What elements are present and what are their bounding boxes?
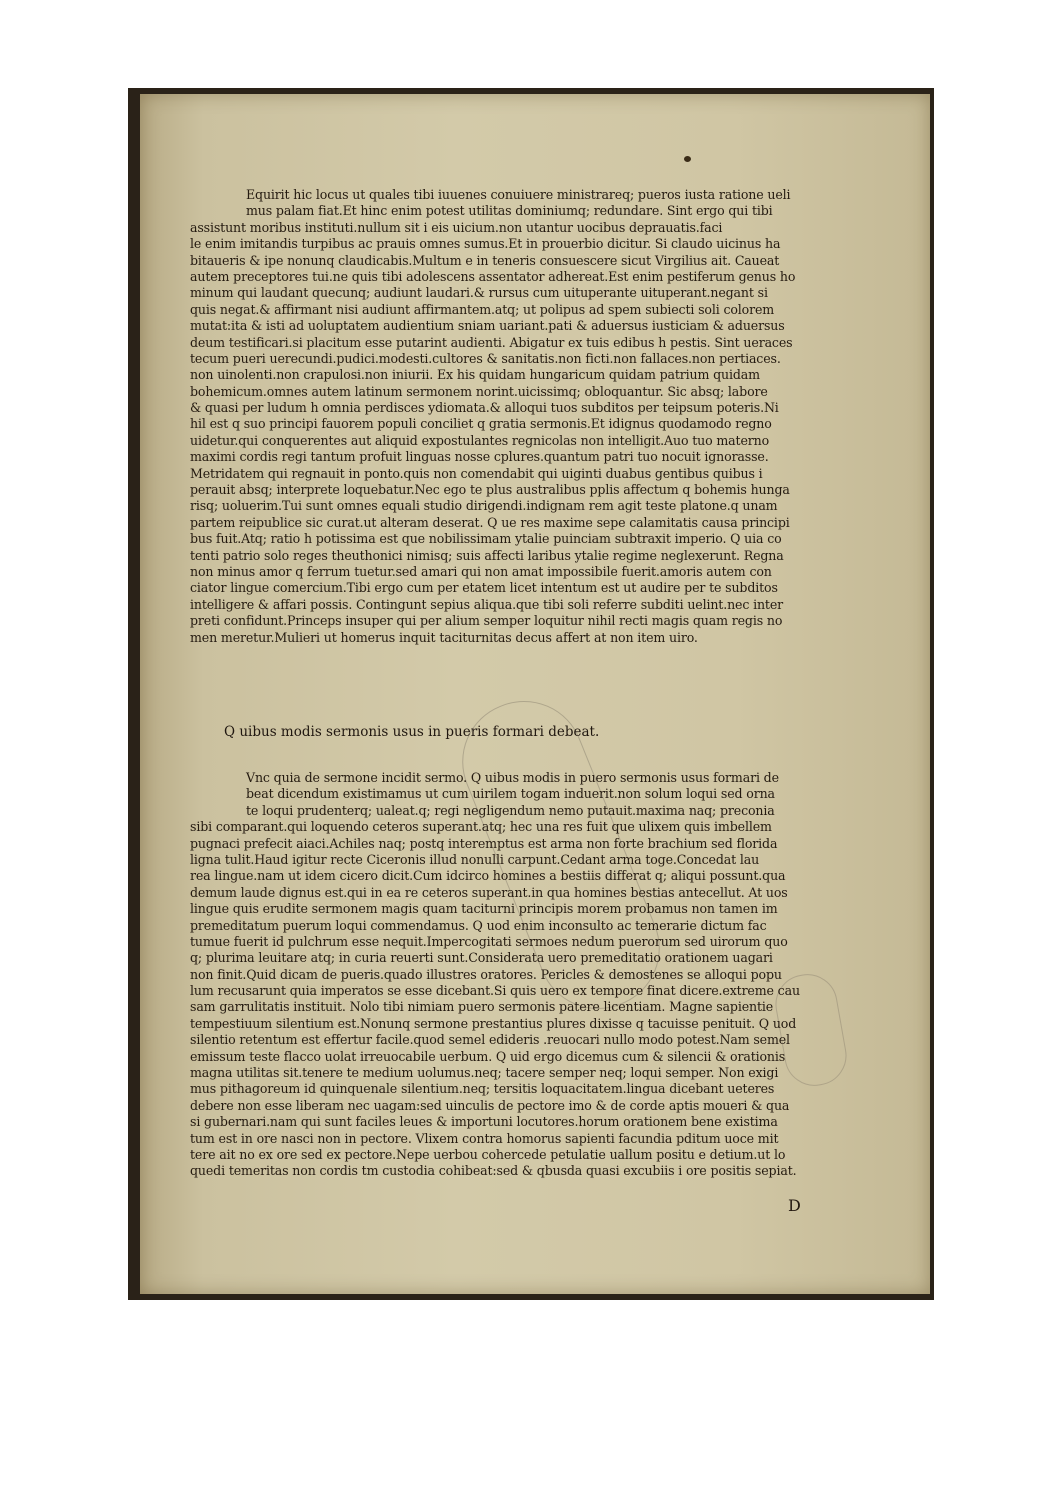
text-line: emissum teste flacco uolat irreuocabile uerbum. Q uid ergo dicemus cum & silencii & orationis — [190, 1048, 786, 1064]
text-line: preti confidunt.Princeps insuper qui per alium semper loquitur nihil recti magis quam regis no — [190, 613, 783, 629]
text-line: deum testificari.si placitum esse putarint audienti. Abigatur ex tuis edibus h pestis. Sint ueraces — [190, 334, 793, 350]
text-line: Metridatem qui regnauit in ponto.quis non comendabit qui uiginti duabus gentibus quibus i — [190, 465, 763, 481]
text-line: minum qui laudant quecunq; audiunt laudari.& rursus cum uituperante uituperant.negant si — [190, 285, 768, 301]
text-line: ligna tulit.Haud igitur recte Ciceronis illud nonulli carpunt.Cedant arma toge.Concedat lau — [190, 851, 760, 867]
text-line: uidetur.qui conquerentes aut aliquid expostulantes regnicolas non intelligit.Auo tuo materno — [190, 432, 770, 448]
text-line: non uinolenti.non crapulosi.non iniurii. Ex his quidam hungaricum quidam patrium quidam — [190, 367, 760, 383]
text-line: bohemicum.omnes autem latinum sermonem norint.uicissimq; obloquantur. Sic absq; labore — [190, 383, 768, 399]
text-line: magna utilitas sit.tenere te medium uolumus.neq; tacere semper neq; loqui semper. Non exigi — [190, 1065, 779, 1081]
text-line: debere non esse liberam nec uagam:sed uinculis de pectore imo & de corde aptis moueri & qua — [190, 1097, 790, 1113]
text-line: tenti patrio solo reges theuthonici nimisq; suis affecti laribus ytalie regime neglexerunt. Regna — [190, 547, 784, 563]
text-line: quedi temeritas non cordis tm custodia cohibeat:sed & qbusda quasi excubiis i ore positis sepiat. — [190, 1163, 797, 1179]
text-line: rea lingue.nam ut idem cicero dicit.Cum idcirco homines a bestiis differat q; aliqui possunt.qua — [190, 868, 786, 884]
text-line: non minus amor q ferrum tuetur.sed amari qui non amat impossibile fuerit.amoris autem con — [190, 563, 772, 579]
text-line: tumue fuerit id pulchrum esse nequit.Impercogitati sermoes nedum puerorum sed uirorum quo — [190, 933, 788, 949]
text-line: intelligere & affari possis. Contingunt sepius aliqua.que tibi soli referre subditi uelint.nec inter — [190, 596, 784, 612]
text-line: risq; uoluerim.Tui sunt omnes equali studio dirigendi.indignam rem agit teste platone.q unam — [190, 498, 778, 514]
text-block-1 — [190, 187, 850, 646]
text-line: Equirit hic locus ut quales tibi iuuenes conuiuere ministrareq; pueros iusta ratione ueli — [246, 187, 791, 202]
text-line: tecum pueri uerecundi.pudici.modesti.cultores & sanitatis.non ficti.non fallaces.non pertiaces. — [190, 350, 781, 366]
text-line: bus fuit.Atq; ratio h potissima est que nobilissimam ytalie puinciam subtraxit imperio. Q uia co — [190, 531, 782, 547]
text-line: quis negat.& affirmant nisi audiunt affirmantem.atq; ut polipus ad spem subiecti soli colorem — [190, 301, 775, 317]
text-line: si gubernari.nam qui sunt faciles leues & importuni locutores.horum orationem bene existima — [190, 1114, 778, 1130]
text-line: te loqui prudenterq; ualeat.q; regi negligendum nemo putauit.maxima naq; preconia — [246, 802, 775, 818]
text-line: perauit absq; interprete loquebatur.Nec ego te plus australibus pplis affectum q bohemis hunga — [190, 482, 790, 498]
text-line: mus palam fiat.Et hinc enim potest utilitas dominiumq; redundare. Sint ergo qui tibi — [246, 203, 773, 219]
text-line: premeditatum puerum loqui commendamus. Q uod enim inconsulto ac temerarie dictum fac — [190, 917, 767, 933]
text-line: & quasi per ludum h omnia perdisces ydiomata.& alloqui tuos subditos per teipsum poteris.Ni — [190, 400, 779, 416]
text-line: sam garrulitatis instituit. Nolo tibi nimiam puero sermonis patere licentiam. Magne sapientie — [190, 999, 774, 1015]
text-line: partem reipublice sic curat.ut alteram deserat. Q ue res maxime sepe calamitatis causa principi — [190, 514, 790, 530]
text-line: maximi cordis regi tantum profuit linguas nosse cplures.quantum patri tuo nocuit ignorasse. — [190, 449, 769, 465]
text-line: ciator lingue comercium.Tibi ergo cum per etatem licet intentum est ut audire per te subditos — [190, 580, 778, 596]
text-line: Vnc quia de sermone incidit sermo. Q uibus modis in puero sermonis usus formari de — [246, 770, 779, 785]
text-line: assistunt moribus instituti.nullum sit i eis uicium.non utantur uocibus deprauatis.faci — [190, 219, 723, 235]
text-line: autem preceptores tui.ne quis tibi adolescens assentator adhereat.Est enim pestiferum genus ho — [190, 268, 796, 284]
text-line: tum est in ore nasci non in pectore. Vlixem contra homorus sapienti facundia pditum uoce mit — [190, 1130, 779, 1146]
text-line: tempestiuum silentium est.Nonunq sermone prestantius plures dixisse q tacuisse penituit. Q uod — [190, 1015, 797, 1031]
text-block-2 — [190, 770, 860, 1180]
text-line: tere ait no ex ore sed ex pectore.Nepe uerbou cohercede petulatie uallum positu e detium.ut lo — [190, 1146, 786, 1162]
text-line: lingue quis erudite sermonem magis quam taciturni principis morem probamus non tamen im — [190, 901, 778, 917]
text-line: mus pithagoreum id quinquenale silentium.neq; tersitis loquacitatem.lingua dicebant ueteres — [190, 1081, 775, 1097]
text-line: beat dicendum existimamus ut cum uirilem togam induerit.non solum loqui sed orna — [246, 786, 775, 802]
text-line: lum recusarunt quia imperatos se esse dicebant.Si quis uero ex tempore finat dicere.extreme cau — [190, 983, 800, 999]
text-line: men meretur.Mulieri ut homerus inquit taciturnitas decus affert at non item uiro. — [190, 629, 698, 645]
text-line: silentio retentum est effertur facile.quod semel edideris .reuocari nullo modo potest.Nam semel — [190, 1032, 790, 1048]
ink-spot — [684, 156, 691, 162]
text-line: q; plurima leuitare atq; in curia reuerti sunt.Considerata uero premeditatio orationem uagari — [190, 950, 773, 966]
scanned-page-frame — [128, 88, 934, 1300]
text-line: bitaueris & ipe nonunq claudicabis.Multum e in teneris consuescere sicut Virgilius ait. Caueat — [190, 252, 780, 268]
text-line: non finit.Quid dicam de pueris.quado illustres oratores. Pericles & demostenes se alloqui popu — [190, 966, 782, 982]
text-line: hil est q suo principi fauorem populi conciliet q gratia sermonis.Et idignus quodamodo regno — [190, 416, 772, 432]
section-heading: Q uibus modis sermonis usus in pueris formari debeat. — [224, 724, 600, 740]
manuscript-page — [140, 94, 930, 1294]
signature-mark: D — [788, 1196, 801, 1215]
text-line: le enim imitandis turpibus ac prauis omnes sumus.Et in prouerbio dicitur. Si claudo uicinus ha — [190, 236, 781, 252]
text-line: pugnaci prefecit aiaci.Achiles naq; postq interemptus est arma non forte brachium sed florida — [190, 835, 778, 851]
text-line: sibi comparant.qui loquendo ceteros superant.atq; hec una res fuit que ulixem quis imbellem — [190, 819, 772, 835]
text-line: demum laude dignus est.qui in ea re ceteros superant.in qua homines bestias antecellut. At uos — [190, 884, 788, 900]
text-line: mutat:ita & isti ad uoluptatem audientium sniam uariant.pati & aduersus iusticiam & aduersus — [190, 318, 785, 334]
